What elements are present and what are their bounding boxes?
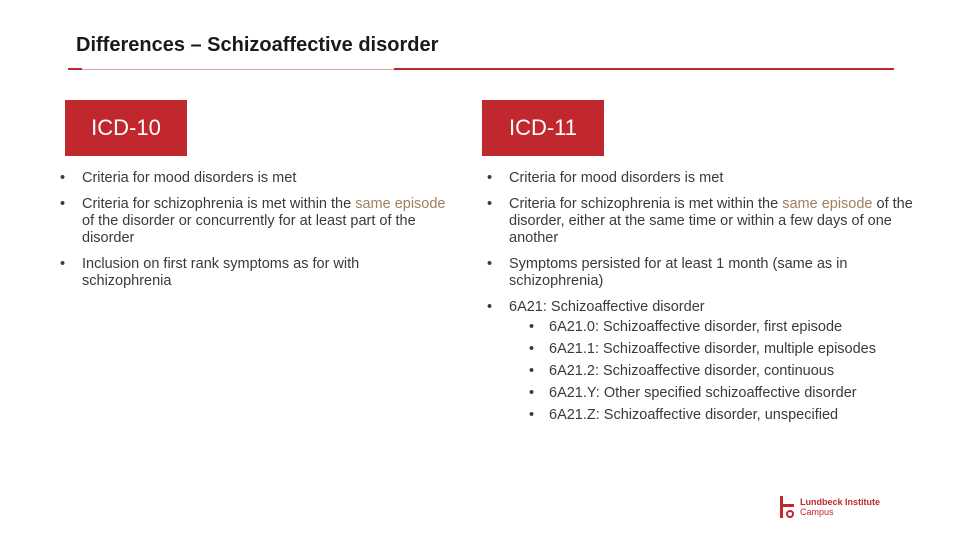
icd11-column xyxy=(487,170,927,433)
list-item: • Inclusion on first rank symptoms as for with schizophrenia xyxy=(60,256,450,290)
title-rule-segment xyxy=(394,68,894,70)
slide-title: Differences – Schizoaffective disorder xyxy=(76,34,439,56)
list-item: • Criteria for schizophrenia is met within the same episode of the disorder or concurrently for at least part of the disorder xyxy=(60,196,450,247)
list-item: • 6A21: Schizoaffective disorder • 6A21.0: Schizoaffective disorder, first episode • 6A21.1: Schizoaffective disorder, multiple episodes • 6A21.2: Schizoaffective disorder, continuous • 6A21.Y: Other specified schizoaffective disorder • 6A21.Z: Schizoaffective disorder, unspecified xyxy=(487,299,927,424)
sub-list-item: • 6A21.Z: Schizoaffective disorder, unspecified xyxy=(509,407,927,424)
sub-list-item: • 6A21.Y: Other specified schizoaffective disorder xyxy=(509,385,927,402)
sub-list-item: • 6A21.2: Schizoaffective disorder, continuous xyxy=(509,363,927,380)
logo-mark-icon xyxy=(780,496,794,518)
lundbeck-logo xyxy=(780,496,880,518)
title-rule-segment xyxy=(82,69,394,70)
list-item: • Symptoms persisted for at least 1 month (same as in schizophrenia) xyxy=(487,256,927,290)
icd11-header: ICD-11 xyxy=(482,100,604,156)
logo-line2: Campus xyxy=(800,507,834,517)
sub-list-item: • 6A21.0: Schizoaffective disorder, first episode xyxy=(509,319,927,336)
sub-list-item: • 6A21.1: Schizoaffective disorder, multiple episodes xyxy=(509,341,927,358)
list-item: • Criteria for mood disorders is met xyxy=(487,170,927,187)
list-item: • Criteria for mood disorders is met xyxy=(60,170,450,187)
logo-line1: Lundbeck Institute xyxy=(800,497,881,507)
highlight-text: same episode xyxy=(355,196,446,212)
icd10-header: ICD-10 xyxy=(65,100,187,156)
icd10-column xyxy=(60,170,450,299)
highlight-text: same episode xyxy=(782,196,873,212)
title-rule-segment xyxy=(68,68,82,70)
list-item: • Criteria for schizophrenia is met within the same episode of the disorder, either at the same time or within a few days of one another xyxy=(487,196,927,247)
